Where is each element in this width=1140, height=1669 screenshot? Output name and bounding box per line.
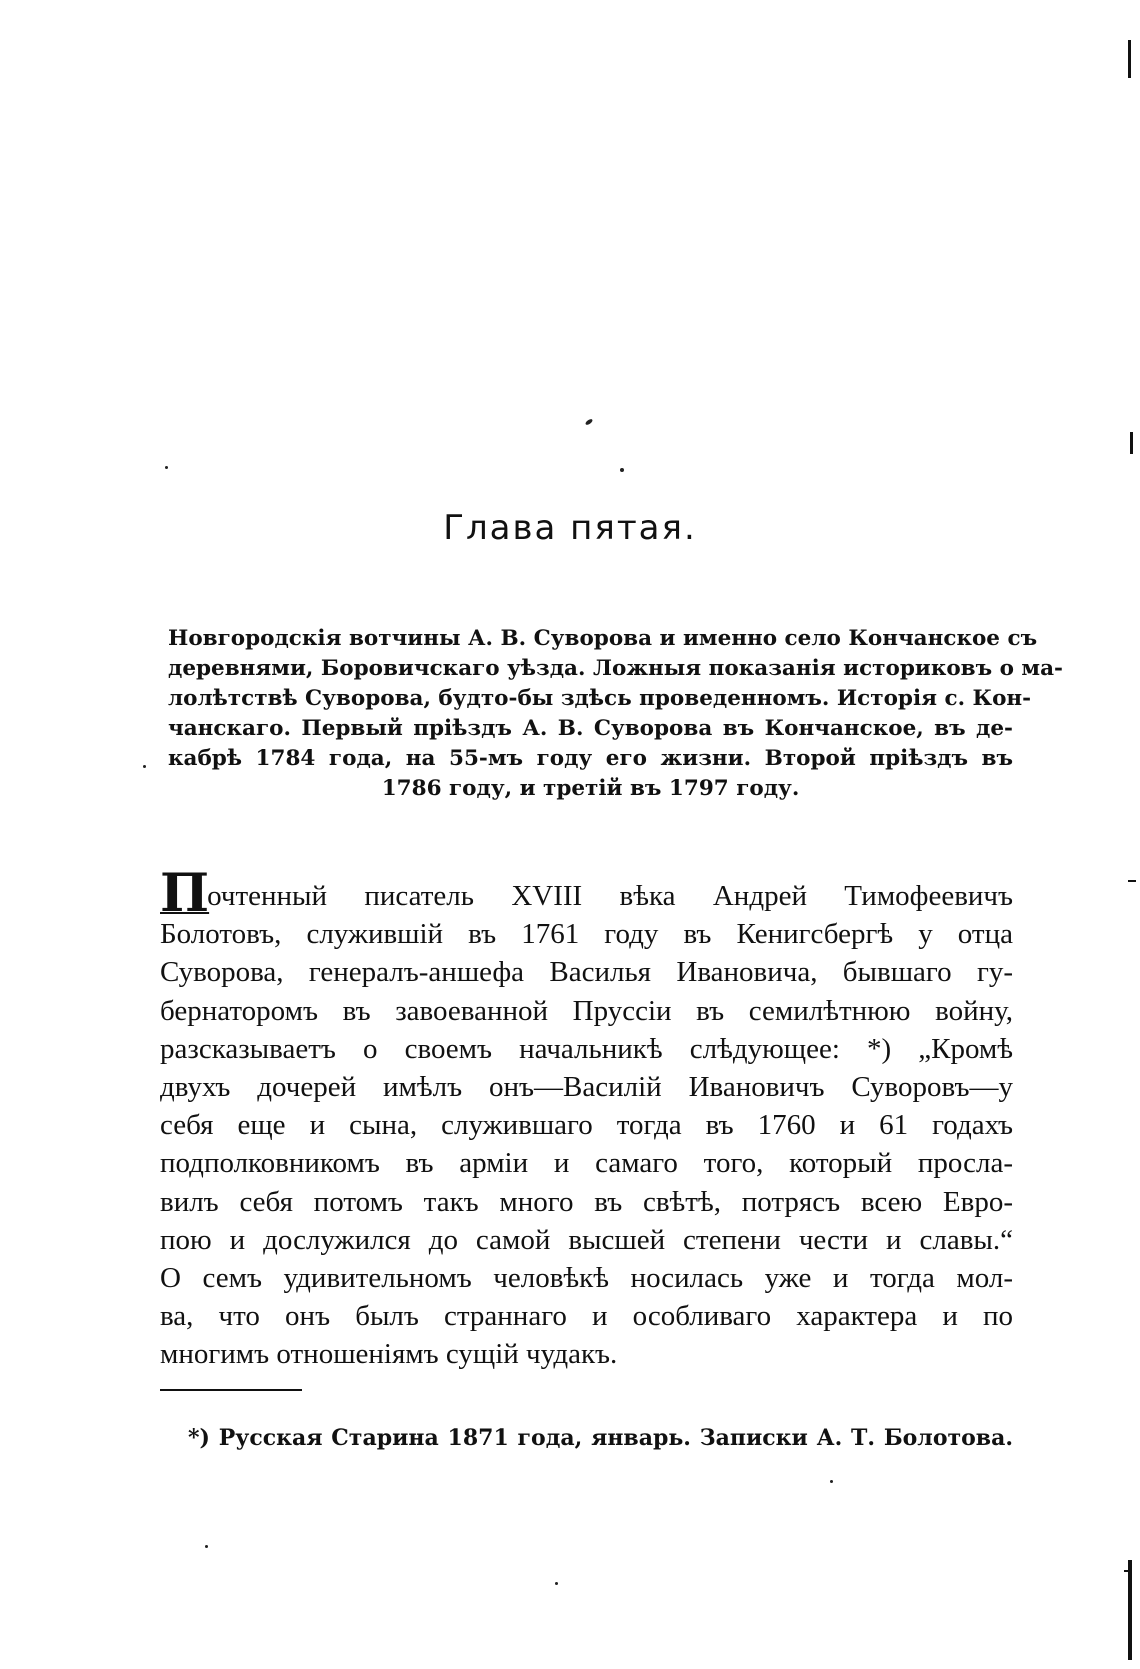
footnote: *) Русская Старина 1871 года, январь. Записки А. Т. Болотова. [188, 1425, 1013, 1451]
body-line: разсказываетъ о своемъ начальникѣ слѣдующее: *) „Кромѣ [160, 1032, 1013, 1065]
chapter-title: Глава пятая. [443, 508, 697, 548]
body-line: Суворова, генералъ-аншефа Василья Ивановича, бывшаго гу- [160, 956, 1013, 989]
scan-speck [620, 468, 624, 472]
body-line: подполковникомъ въ арміи и самаго того, который просла- [160, 1147, 1013, 1180]
scan-edge-mark [1128, 40, 1131, 78]
body-line: вилъ себя потомъ такъ много въ свѣтѣ, потрясъ всею Евро- [160, 1185, 1013, 1218]
body-line: О семъ удивительномъ человѣкѣ носилась уже и тогда мол- [160, 1262, 1013, 1295]
body-line: себя еще и сына, служившаго тогда въ 1760 и 61 годахъ [160, 1109, 1013, 1142]
scan-edge-mark [1128, 880, 1136, 882]
scan-speck [205, 1545, 208, 1548]
footnote-divider [160, 1389, 302, 1391]
summary-line: чанскаго. Первый пріѣздъ А. В. Суворова въ Кончанское, въ де- [168, 716, 1013, 741]
body-paragraph [160, 863, 1013, 1374]
summary-line: деревнями, Боровичскаго уѣзда. Ложныя показанія историковъ о ма- [168, 656, 1063, 681]
body-line: многимъ отношеніямъ сущій чудакъ. [160, 1338, 618, 1371]
summary-line: Новгородскія вотчины А. В. Суворова и именно село Кончанское съ [168, 626, 1038, 651]
summary-line: кабрѣ 1784 года, на 55-мъ году его жизни. Второй пріѣздъ въ [168, 746, 1013, 771]
body-line: двухъ дочерей имѣлъ онъ—Василій Ивановичъ Суворовъ—у [160, 1071, 1013, 1104]
scan-speck [585, 418, 594, 426]
body-line [160, 863, 1013, 924]
body-line: пою и дослужился до самой высшей степени чести и славы.“ [160, 1223, 1013, 1256]
scan-speck [555, 1582, 558, 1585]
summary-line: 1786 году, и третій въ 1797 году. [381, 776, 800, 801]
scan-speck [143, 765, 146, 768]
scan-edge-mark [1124, 1570, 1130, 1572]
drop-cap: П [160, 863, 210, 924]
body-line: Болотовъ, служившій въ 1761 году въ Кенигсбергѣ у отца [160, 918, 1013, 951]
scan-edge-mark [1130, 432, 1133, 454]
body-line: ва, что онъ былъ страннаго и особливаго характера и по [160, 1300, 1013, 1333]
scan-speck [830, 1480, 833, 1483]
first-line-text: очтенный писатель XVIII вѣка Андрей Тимофеевичъ [207, 880, 1013, 912]
scan-speck [165, 466, 168, 469]
summary-line: лолѣтствѣ Суворова, будто-бы здѣсь проведенномъ. Исторія с. Кон- [168, 686, 1032, 711]
chapter-summary [168, 624, 1063, 804]
body-line: бернаторомъ въ завоеванной Пруссіи въ семилѣтнюю войну, [160, 994, 1013, 1027]
scan-edge-mark [1128, 1560, 1132, 1660]
